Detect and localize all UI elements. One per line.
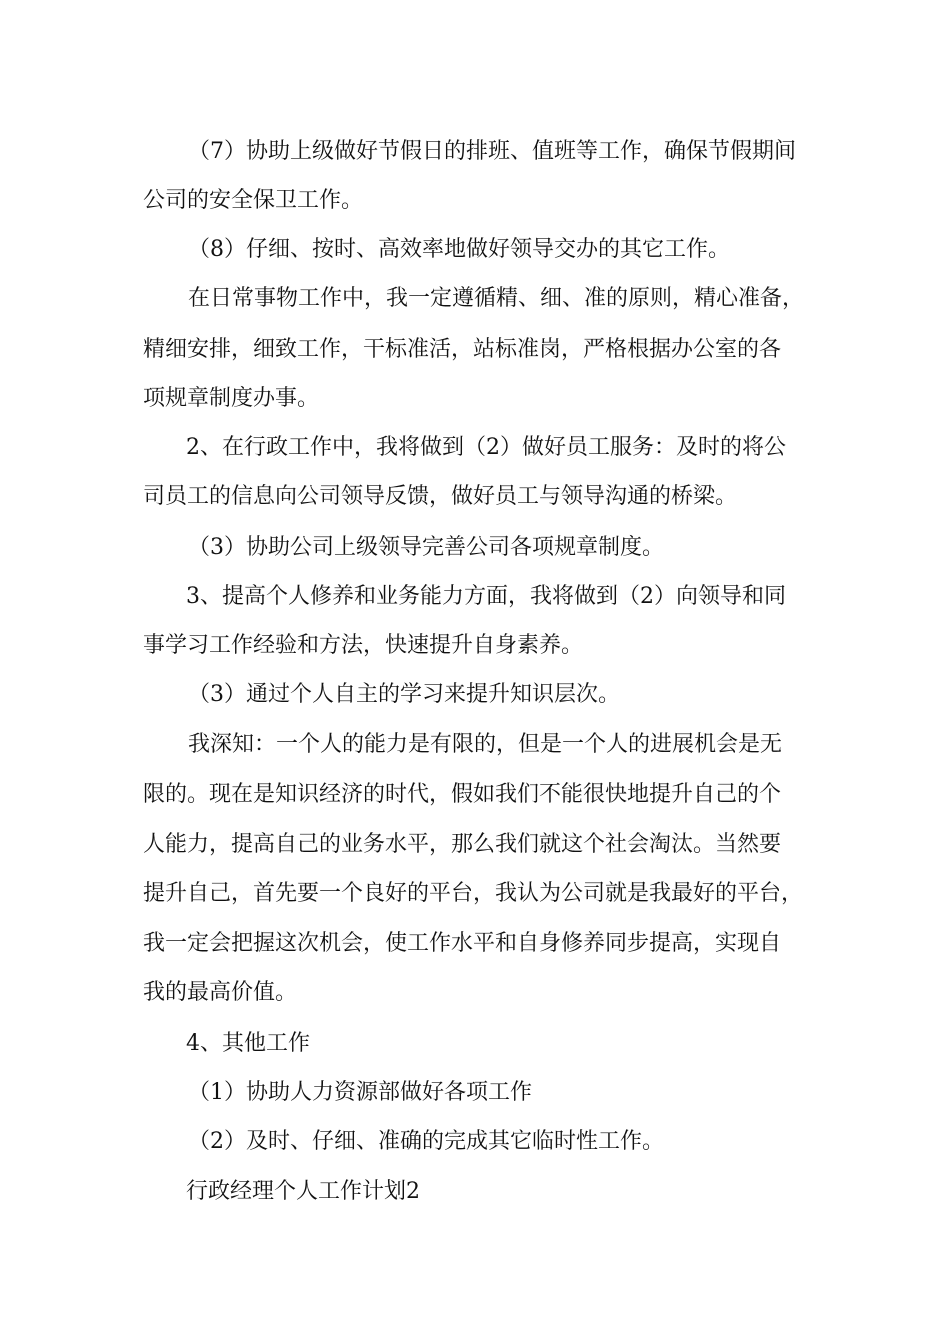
- text-line: 限的。现在是知识经济的时代，假如我们不能很快地提升自己的个: [143, 782, 782, 807]
- text-line: 4、其他工作: [186, 1031, 310, 1056]
- text-line: 项规章制度办事。: [143, 386, 320, 411]
- text-line: （7）协助上级做好节假日的排班、值班等工作，确保节假期间: [188, 139, 796, 164]
- text-line: 公司的安全保卫工作。: [143, 188, 364, 213]
- text-line: 司员工的信息向公司领导反馈，做好员工与领导沟通的桥梁。: [143, 484, 738, 509]
- text-line: 我深知：一个人的能力是有限的，但是一个人的进展机会是无: [188, 732, 783, 757]
- text-line: （1）协助人力资源部做好各项工作: [188, 1080, 532, 1105]
- text-line: （3）协助公司上级领导完善公司各项规章制度。: [188, 535, 664, 560]
- text-line: 精细安排，细致工作，干标准活，站标准岗，严格根据办公室的各: [143, 337, 782, 362]
- text-line: 提升自己，首先要一个良好的平台，我认为公司就是我最好的平台，: [143, 881, 804, 906]
- text-line: （8）仔细、按时、高效率地做好领导交办的其它工作。: [188, 237, 730, 262]
- text-line: 在日常事物工作中，我一定遵循精、细、准的原则，精心准备，: [188, 286, 805, 311]
- text-line: 事学习工作经验和方法，快速提升自身素养。: [143, 633, 584, 658]
- text-line: （3）通过个人自主的学习来提升知识层次。: [188, 682, 620, 707]
- text-line: 行政经理个人工作计划2: [186, 1179, 420, 1204]
- text-line: 我的最高价值。: [143, 980, 298, 1005]
- text-line: （2）及时、仔细、准确的完成其它临时性工作。: [188, 1129, 664, 1154]
- text-line: 人能力，提高自己的业务水平，那么我们就这个社会淘汰。当然要: [143, 832, 782, 857]
- text-line: 3、提高个人修养和业务能力方面，我将做到（2）向领导和同: [186, 584, 786, 609]
- text-line: 我一定会把握这次机会，使工作水平和自身修养同步提高，实现自: [143, 931, 782, 956]
- text-line: 2、在行政工作中，我将做到（2）做好员工服务：及时的将公: [186, 435, 786, 460]
